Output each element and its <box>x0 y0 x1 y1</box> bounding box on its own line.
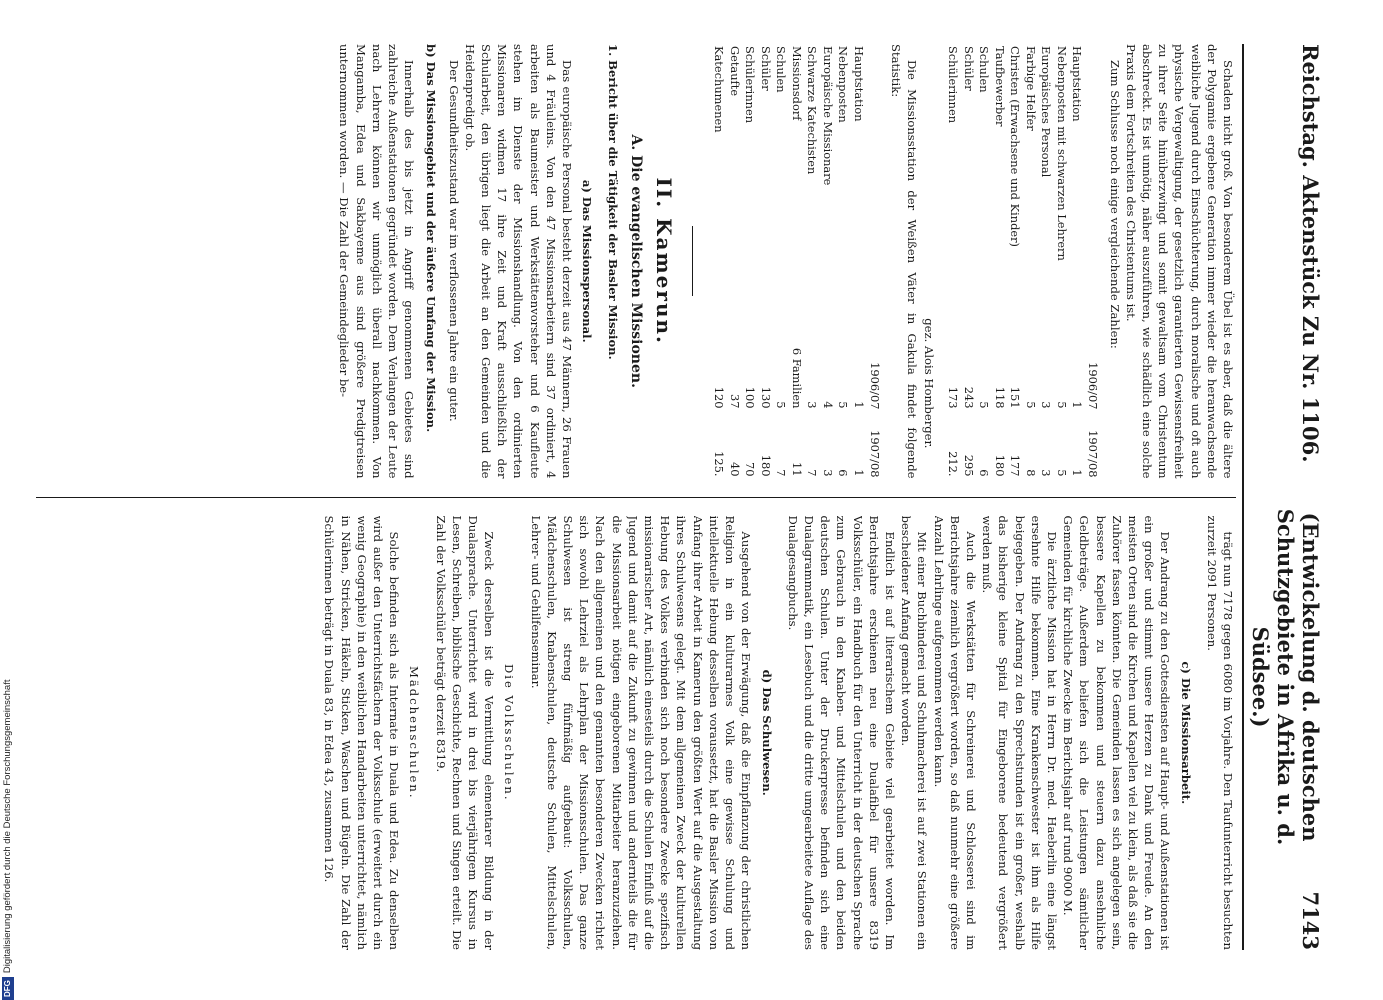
table-row: Hauptstation 1 1 <box>851 46 866 477</box>
statistics-table <box>711 44 884 479</box>
section-title: Kamerun. <box>651 218 676 345</box>
para-d1: Ausgehend von der Erwägung, daß die Einpflanzung der christlichen Religion in ein kulturarmes Volk eine gewisse Schulung und intellektuelle Hebung desselben voraussetzt, hat die Basler Mission von Anfang ihrer Arbeit in Kamerun den größten Wert auf die Ausgestaltung ihres Schulwesens gelegt. Mit dem allgemeinen Zweck der kulturellen Hebung des Volkes verbinden sich noch besondere Zwecke spezifisch missionarischer Art, nämlich einesteils durch die Schulen Einfluß auf die Jugend und damit auf die Zukunft zu gewinnen und andernteils die für die Missionsarbeit nötigen eingeborenen Mitarbeiter heranzuziehen. Nach den allgemeinen und den genannten besonderen Zwecken richtet sich sowohl Lehrziel als Lehrplan der Missionsschulen. Das ganze Schulwesen ist streng fünfmäßig aufgebaut: Volksschulen, Mädchenschulen, Knabenschulen, deutsche Schulen, Mittelschulen, Lehrer- und Gehilfenseminar. <box>528 515 754 950</box>
table-row: Hauptstation 1 1 <box>1070 46 1085 477</box>
table-row: Nebenposten mit schwarzen Lehrern 5 5 <box>1054 46 1069 477</box>
column-rule <box>36 497 1236 498</box>
table1-header-b: 1907/08 <box>1086 430 1101 478</box>
table1-header-a: 1906/07 <box>1086 362 1101 410</box>
heading-schulwesen: d) Das Schulwesen. <box>759 669 774 796</box>
right-column <box>36 516 1236 951</box>
dfg-logo: DFG <box>2 977 14 1000</box>
table-row: Europäische Missionare 4 3 <box>820 46 835 477</box>
table-row: Missionsdorf 6 Familien 11 <box>789 46 804 477</box>
subsection-heading: A. Die evangelischen Missionen. <box>627 134 644 388</box>
para-c5: Endlich ist auf literarischem Gebiete viel gearbeitet worden. Im Berichtsjahre erschienen neu eine Dualafibel für unsere 8319 Volksschüler, ein Handbuch für den Unterricht in der deutschen Sprache zum Gebrauch in den Knaben- und Mittelschulen und den beiden deutschen Schulen. Unter der Druckerpresse befinden sich eine Dualagrammatik, ein Lesebuch und die dritte umgearbeitete Auflage des Dualagesangbuchs. <box>785 515 897 950</box>
para-gebiet: Innerhalb des bis jetzt in Angriff genommenen Gebietes sind zahlreiche Außenstationen gegründet worden. Dem Verlangen der Leute nach Lehrern können wir unmöglich überall nachkommen. Von Mangamba, Edea und Sakbayeme aus sind größere Predigtreisen unternommen worden. — Die Zahl der Gemeindeglieder be- <box>337 44 417 479</box>
para-c4: Mit einer Buchbinderei und Schuhmacherei ist auf zwei Stationen ein bescheidener Anfang gemacht worden. <box>899 515 930 950</box>
table-row: Europäisches Personal 3 3 <box>1039 46 1054 477</box>
table-row: Schulen 5 7 <box>774 46 789 477</box>
para-volksschulen: Zweck derselben ist die Vermittlung elementarer Bildung in der Dualasprache. Unterrichtet wird in drei bis vierjährigem Kursus in Lesen, Schreiben, biblische Geschichte, Rechnen und Singen erteilt. Die Zahl der Volksschüler beträgt derzeit 8319. <box>433 515 497 950</box>
para-c3: Auch die Werkstätten für Schreinerei und Schlosserei sind im Berichtsjahre ziemlich vergrößert worden, so daß nunmehr eine größere Anzahl Lehrlinge aufgenommen werden kann. <box>931 515 978 950</box>
table2-header-b: 1907/08 <box>868 430 883 478</box>
header-center: (Entwickelung d. deutschen Schutzgebiete in Afrika u. d. Südsee.) <box>1248 508 1323 846</box>
header-left: Reichstag. Aktenstück Zu Nr. 1106. <box>1298 44 1323 463</box>
table-row: Schülerinnen 100 70 <box>743 46 758 477</box>
heading-missionsarbeit: c) Die Missionsarbeit. <box>1178 661 1193 805</box>
para-c1: Der Andrang zu den Gottesdiensten auf Haupt- und Außenstationen ist ein großer und stimmt unsere Herzen zu Dank und Freude. An den meisten Orten sind die Kirchen und Kapellen viel zu klein, als daß sie die Zuhörer fassen könnten. Die Gemeinden lassen es sich angelegen sein, bessere Kapellen zu bekommen und steuern dazu ansehnliche Geldbeträge. Außerdem beliefen sich die Leistungen sämtlicher Gemeinden für kirchliche Zwecke im Berichtsjahr auf rund 9000 M. <box>1061 515 1173 950</box>
para-maedchenschulen: Solche befinden sich als Internate in Duala und Edea. Zu denselben wird außer den Unterrichtsfächern der Volksschule (erweitert durch ein wenig Geographie) in den weiblichen Handarbeiten unterrichtet, nämlich in Nähen, Stricken, Häkeln, Sticken, Waschen und Bügeln. Die Zahl der Schülerinnen beträgt in Duala 83, in Edea 43, zusammen 126. <box>322 515 402 950</box>
page-header <box>1242 44 1323 950</box>
report-heading: 1. Bericht über die Tätigkeit der Basler Mission. <box>606 44 621 360</box>
digitization-note: Digitalisierung gefördert durch die Deutsche Forschungsgemeinschaft <box>2 679 13 974</box>
table-row: Katechumenen 120 125. <box>712 46 727 477</box>
left-column <box>36 44 1236 479</box>
table-row: Farbige Helfer 5 8 <box>1023 46 1038 477</box>
table-row: Schwarze Katechisten 3 7 <box>805 46 820 477</box>
para-c2: Die ärztliche Mission hat in Herrn Dr. med. Haeberlin eine längst ersehnte Hilfe bekommen. Eine Krankenschwester ist ihm als Hilfe beigegeben. Der Andrang zu den Sprechstunden ist ein großer, weshalb das bisherige kleine Spital für Eingeborene bedeutend vergrößert werden muß. <box>980 515 1059 950</box>
heading-maedchenschulen: Mädchenschulen. <box>407 665 422 800</box>
heading-gebiet: b) Das Missionsgebiet und der äußere Umfang der Mission. <box>424 44 439 433</box>
heading-volksschulen: Die Volksschulen. <box>502 663 517 802</box>
section-divider <box>692 226 693 296</box>
table-row: Christen (Erwachsene und Kinder) 151 177 <box>1008 46 1023 477</box>
table-row: Schülerinnen 173 212. <box>946 46 961 477</box>
table-row: Getaufte 37 40 <box>727 46 742 477</box>
para-personal-2: Der Gesundheitszustand war im verflossenen Jahre ein guter. <box>446 60 461 422</box>
digitization-footer <box>2 0 16 1000</box>
comparison-intro: Zum Schlusse noch einige vergleichende Zahlen: <box>1107 60 1122 349</box>
heading-personal: a) Das Missionspersonal. <box>580 179 595 343</box>
para-continued: trägt nun 7178 gegen 6080 im Vorjahre. Den Taufunterricht besuchten zurzeit 2091 Personen. <box>1204 515 1235 950</box>
section-numeral: II. <box>651 177 676 210</box>
table-row: Schüler 130 180 <box>758 46 773 477</box>
comparison-table <box>945 44 1103 479</box>
table2-header-a: 1906/07 <box>868 362 883 410</box>
table-row: Nebenposten 5 6 <box>836 46 851 477</box>
para-personal-1: Das europäische Personal besteht derzeit aus 47 Männern, 26 Frauen und 4 Fräuleins. Von den 47 Missionsarbeitern sind 37 ordiniert, 4 arbeiten als Baumeister und Werkstättenvorsteher und 6 Kaufleute stehen im Dienste der Missionshandlung. Von den ordinierten Missionaren widmen 17 ihre Zeit und Kraft ausschließlich der Schularbeit, den übrigen liegt die Arbeit an den Gemeinden und die Heidenpredigt ob. <box>462 44 575 479</box>
signature: gez. Alois Homberger. <box>921 318 936 449</box>
page-number: 7143 <box>1298 891 1323 950</box>
table-row: Schulen 5 6 <box>977 46 992 477</box>
table-row: Taufbewerber 118 180 <box>992 46 1007 477</box>
statistics-intro: Die Missionsstation der Weißen Väter in Gakula findet folgende Statistik: <box>889 44 920 479</box>
section-heading <box>651 44 676 479</box>
intro-paragraph: Schaden nicht groß. Von besonderem Übel ist es aber, daß die ältere der Polygamie ergebene Generation immer wieder die heranwachsende weibliche Jugend durch Einschüchterung, durch moralische und oft auch physische Vergewaltigung, der gesetzlich garantierten Gewissensfreiheit zu ihrer Seite hinüberzwingt und somit gewaltsam vom Christentum abschreckt. Es ist unnötig, näher auszuführen, wie schädlich eine solche Praxis dem Fortschreiten des Christentums ist. <box>1123 44 1235 479</box>
table-row: Schüler 243 295 <box>961 46 976 477</box>
